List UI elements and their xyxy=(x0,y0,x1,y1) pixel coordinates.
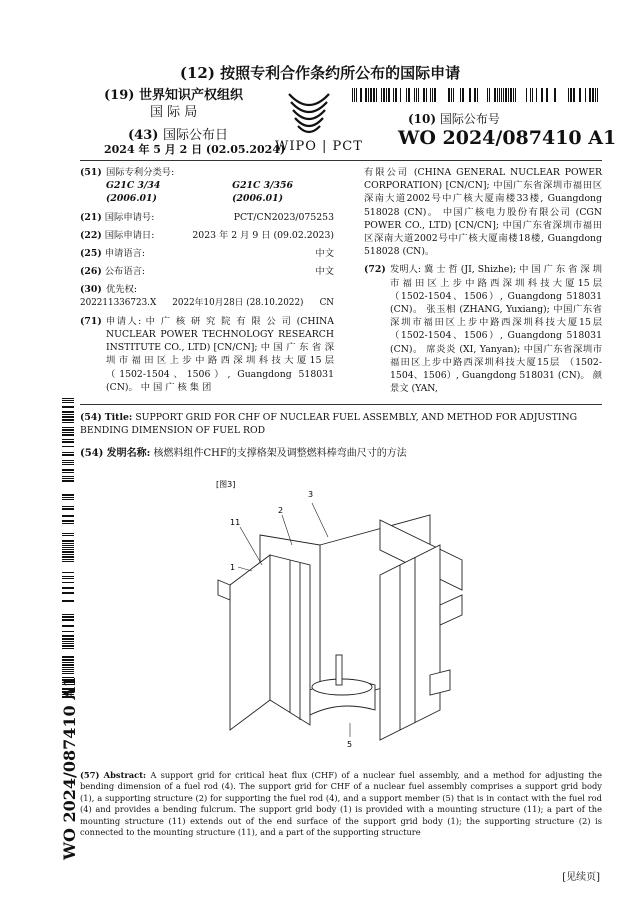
barcode-bar xyxy=(62,582,74,583)
barcode-bar xyxy=(356,88,357,102)
barcode-bar xyxy=(62,671,74,672)
field-22: (22) 国际申请日: 2023 年 2 月 9 日 (09.02.2023) xyxy=(80,229,334,241)
barcode-bar xyxy=(489,88,490,102)
wipo-pct-text: WIPO | PCT xyxy=(275,139,363,154)
barcode-bar xyxy=(62,631,74,632)
barcode-bar xyxy=(432,88,433,102)
barcode-bar xyxy=(62,419,74,421)
left-column xyxy=(80,166,334,394)
barcode-bar xyxy=(62,545,74,546)
barcode-bar xyxy=(418,88,419,102)
barcode-bar xyxy=(62,547,74,548)
field-71: (71) 申请人: 中 广 核 研 究 院 有 限 公 司 (CHINA NUCLEAR POWER TECHNOLOGY RESEARCH INSTITUTE CO., LTD) [CN/CN]; 中 国 广 东 省 深 圳 市 福 田 区 上 步 中 路 西 深 圳 科 技 大 厦 15 层 （1502-1504、1506）, Guangdong 518031 (CN)。 中 国 广 核 集 团 xyxy=(80,315,334,393)
barcode-bar xyxy=(568,88,569,102)
barcode-bar xyxy=(62,549,74,550)
barcode-bar xyxy=(62,645,74,647)
title-en: (54) Title: SUPPORT GRID FOR CHF OF NUCLEAR FUEL ASSEMBLY, AND METHOD FOR ADJUSTING BENDING DIMENSION OF FUEL ROD xyxy=(80,412,578,436)
barcode-bar xyxy=(62,508,74,510)
barcode-bar xyxy=(501,88,502,102)
barcode-bar xyxy=(62,520,74,522)
figure-tag: [图3] xyxy=(216,480,236,489)
barcode-bar xyxy=(62,452,74,453)
barcode-bar xyxy=(62,667,74,668)
barcode-top-icon xyxy=(352,88,598,102)
barcode-bar xyxy=(400,88,401,102)
barcode-bar xyxy=(536,88,537,102)
barcode-bar xyxy=(395,88,397,102)
barcode-bar xyxy=(62,556,74,558)
barcode-bar xyxy=(453,88,454,102)
barcode-bar xyxy=(408,88,410,102)
barcode-bar xyxy=(62,559,74,560)
barcode-bar xyxy=(532,88,533,102)
label-2: 2 xyxy=(278,506,284,515)
barcode-bar xyxy=(62,499,74,500)
barcode-bar xyxy=(62,441,74,443)
barcode-bar xyxy=(505,88,507,102)
label-5: 5 xyxy=(347,740,353,749)
barcode-bar xyxy=(386,88,387,102)
barcode-bar xyxy=(62,616,74,618)
barcode-bar xyxy=(62,561,74,562)
barcode-bar xyxy=(426,88,427,102)
barcode-bar xyxy=(62,619,74,621)
barcode-bar xyxy=(62,641,74,642)
barcode-bar xyxy=(430,88,431,102)
barcode-bar xyxy=(474,88,476,102)
barcode-bar xyxy=(62,515,74,517)
title-rule xyxy=(80,404,602,405)
barcode-bar xyxy=(62,662,74,663)
barcode-bar xyxy=(62,480,74,482)
pub-num-code: (10) xyxy=(408,112,437,126)
field-25: (25) 申请语言: 中文 xyxy=(80,248,334,260)
barcode-bar xyxy=(503,88,504,102)
org-name: 世界知识产权组织 xyxy=(138,88,243,103)
barcode-bar xyxy=(352,88,353,102)
barcode-bar xyxy=(354,88,355,102)
barcode-bar xyxy=(62,543,74,544)
barcode-bar xyxy=(595,88,596,102)
barcode-bar xyxy=(541,88,543,102)
barcode-bar xyxy=(370,88,372,102)
barcode-bar xyxy=(376,88,377,102)
barcode-bar xyxy=(414,88,415,102)
barcode-bar xyxy=(469,88,471,102)
barcode-bar xyxy=(487,88,488,102)
barcode-bar xyxy=(62,578,74,579)
barcode-bar xyxy=(62,592,74,594)
barcode-bar xyxy=(62,406,74,408)
barcode-bar xyxy=(530,88,531,102)
field-30: (30) 优先权: xyxy=(80,284,138,296)
barcode-bar xyxy=(508,88,509,102)
applicant-continued: 有限公司 (CHINA GENERAL NUCLEAR POWER CORPORATION) [CN/CN]; 中国广东省深圳市福田区深南大道2002号中广核大厦南楼33楼, Guangdong 518028 (CN)。 中国广核电力股份有限公司 (CGN POWER CO., LTD) [CN/CN]; 中国广东省深圳市福田区深南大道2002号中广核大厦南楼18楼, Guangdong 518028 (CN)。 xyxy=(364,167,602,258)
barcode-bar xyxy=(62,400,74,401)
field-21: (21) 国际申请号: PCT/CN2023/075253 xyxy=(80,211,334,223)
barcode-bar xyxy=(589,88,591,102)
barcode-bar xyxy=(62,673,74,674)
barcode-bar xyxy=(62,572,74,573)
barcode-bar xyxy=(62,535,74,536)
barcode-bar xyxy=(513,88,514,102)
barcode-bar xyxy=(62,460,74,461)
field-51-values: G21C 3/34 (2006.01) G21C 3/356 (2006.01) xyxy=(106,180,293,205)
title-zh: (54) 发明名称: 核燃料组件CHF的支撑格架及调整燃料棒弯曲尺寸的方法 xyxy=(80,448,407,459)
label-3: 3 xyxy=(308,490,314,499)
barcode-bar xyxy=(62,439,74,440)
field-72: (72) 发明人: 冀 士 哲 (JI, Shizhe); 中 国 广 东 省 深 圳 市 福 田 区 上 步 中 路 西 深 圳 科 技 大 厦 15 层 （1502-1504、1506）, Guangdong 518031 (CN)。 张玉相 (ZHANG, Yuxiang); 中国广东省深圳市福田区上步中路西深圳科技大厦15层 （1502-1504、1506）, Guangdong 518031 (CN)。 席炎炎 (XI, Yanyan); 中国广东省深圳市福田区上步中路西深圳科技大厦15层 （1502-1504、1506）, Guangdong 518031 (CN)。 颜景文 (YAN, xyxy=(364,264,602,395)
label-1: 1 xyxy=(230,563,236,572)
barcode-bar xyxy=(360,88,362,102)
abstract: (57) Abstract: A support grid for critical heat flux (CHF) of a nuclear fuel assembly, and a method for adjusting the bending dimension of a fuel rod (4). The support grid for CHF of a nuclear fuel assembly comprises a support grid body (1), a supporting structure (2) for supporting the fuel rod (4), and a support member (5) that is in contact with the fuel rod (4) and provides a bending fulcrum. The support grid body (1) is provided with a mounting structure (11); a part of the mounting structure (11) extends out of the end surface of the support grid body (1); the supporting structure (2) is connected to the mounting structure (11), and a part of the supporting structure xyxy=(80,770,603,838)
barcode-bar xyxy=(62,587,74,589)
pub-num-block xyxy=(408,110,500,127)
support-grid-drawing xyxy=(218,515,462,740)
barcode-bar xyxy=(62,540,74,542)
header-rule xyxy=(80,160,602,161)
barcode-bar xyxy=(62,554,74,555)
barcode-bar xyxy=(62,576,74,577)
barcode-bar xyxy=(597,88,598,102)
barcode-bar xyxy=(62,669,74,670)
barcode-bar xyxy=(62,643,74,644)
barcode-bar xyxy=(62,476,74,477)
barcode-bar xyxy=(62,429,74,431)
barcode-bar xyxy=(62,600,74,602)
org-bureau: 国 际 局 xyxy=(150,105,198,120)
barcode-bar xyxy=(406,88,407,102)
barcode-side-icon xyxy=(62,398,74,703)
barcode-bar xyxy=(499,88,500,102)
wipo-logo-icon xyxy=(283,84,335,136)
barcode-bar xyxy=(62,635,74,637)
barcode-bar xyxy=(62,497,74,498)
barcode-bar xyxy=(477,88,478,102)
pub-num-label: 国际公布号 xyxy=(439,112,500,126)
barcode-bar xyxy=(62,478,74,479)
barcode-bar xyxy=(416,88,417,102)
barcode-bar xyxy=(62,446,74,447)
document-title: (12) 按照专利合作条约所公布的国际申请 xyxy=(179,64,461,82)
barcode-bar xyxy=(451,88,452,102)
barcode-bar xyxy=(579,88,581,102)
barcode-bar xyxy=(62,533,74,534)
barcode-bar xyxy=(462,88,464,102)
pub-date-code: (43) xyxy=(128,128,159,143)
barcode-bar xyxy=(381,88,382,102)
barcode-bar xyxy=(62,416,74,418)
barcode-bar xyxy=(388,88,390,102)
barcode-bar xyxy=(62,494,74,496)
barcode-bar xyxy=(434,88,436,102)
barcode-bar xyxy=(62,454,74,456)
barcode-bar xyxy=(62,469,74,471)
barcode-bar xyxy=(585,88,586,102)
barcode-bar xyxy=(62,614,74,615)
barcode-bar xyxy=(494,88,496,102)
org-code: (19) xyxy=(104,88,135,103)
barcode-bar xyxy=(62,434,74,436)
barcode-bar xyxy=(62,659,74,661)
barcode-bar xyxy=(62,427,74,428)
barcode-bar xyxy=(365,88,367,102)
pub-date-label: 国际公布日 xyxy=(162,128,228,143)
barcode-bar xyxy=(62,411,74,413)
side-pub-number: WO 2024/087410 A1 xyxy=(60,676,79,860)
barcode-bar xyxy=(62,506,74,507)
barcode-bar xyxy=(62,523,74,524)
barcode-bar xyxy=(423,88,425,102)
barcode-bar xyxy=(510,88,512,102)
patent-figure xyxy=(200,475,480,765)
barcode-bar xyxy=(62,462,74,463)
pub-number: WO 2024/087410 A1 xyxy=(398,127,617,149)
barcode-bar xyxy=(554,88,556,102)
barcode-bar xyxy=(62,638,74,640)
field-26: (26) 公布语言: 中文 xyxy=(80,266,334,278)
barcode-bar xyxy=(573,88,575,102)
barcode-bar xyxy=(546,88,548,102)
barcode-bar xyxy=(393,88,394,102)
barcode-bar xyxy=(62,422,74,423)
field-30-values: 202211336723.X 2022年10月28日 (28.10.2022) CN xyxy=(80,297,334,308)
barcode-bar xyxy=(383,88,385,102)
label-11: 11 xyxy=(230,518,241,527)
barcode-bar xyxy=(62,472,74,473)
barcode-bar xyxy=(592,88,594,102)
barcode-bar xyxy=(62,402,74,403)
barcode-bar xyxy=(460,88,461,102)
barcode-bar xyxy=(62,648,74,649)
pub-date: 2024 年 5 月 2 日 (02.05.2024) xyxy=(104,143,286,156)
barcode-bar xyxy=(62,656,74,658)
barcode-bar xyxy=(62,398,74,399)
field-51: (51) 国际专利分类号: xyxy=(80,167,175,178)
barcode-bar xyxy=(62,625,74,627)
barcode-bar xyxy=(62,551,74,553)
barcode-bar xyxy=(448,88,450,102)
barcode-bar xyxy=(62,664,74,666)
barcode-bar xyxy=(62,432,74,433)
barcode-bar xyxy=(62,414,74,415)
barcode-bar xyxy=(526,88,527,102)
continued-marker: [见续页] xyxy=(562,872,600,883)
barcode-bar xyxy=(515,88,516,102)
barcode-bar xyxy=(368,88,369,102)
barcode-bar xyxy=(62,464,74,465)
barcode-bar xyxy=(570,88,572,102)
barcode-bar xyxy=(497,88,498,102)
right-column xyxy=(364,166,602,395)
barcode-bar xyxy=(373,88,375,102)
